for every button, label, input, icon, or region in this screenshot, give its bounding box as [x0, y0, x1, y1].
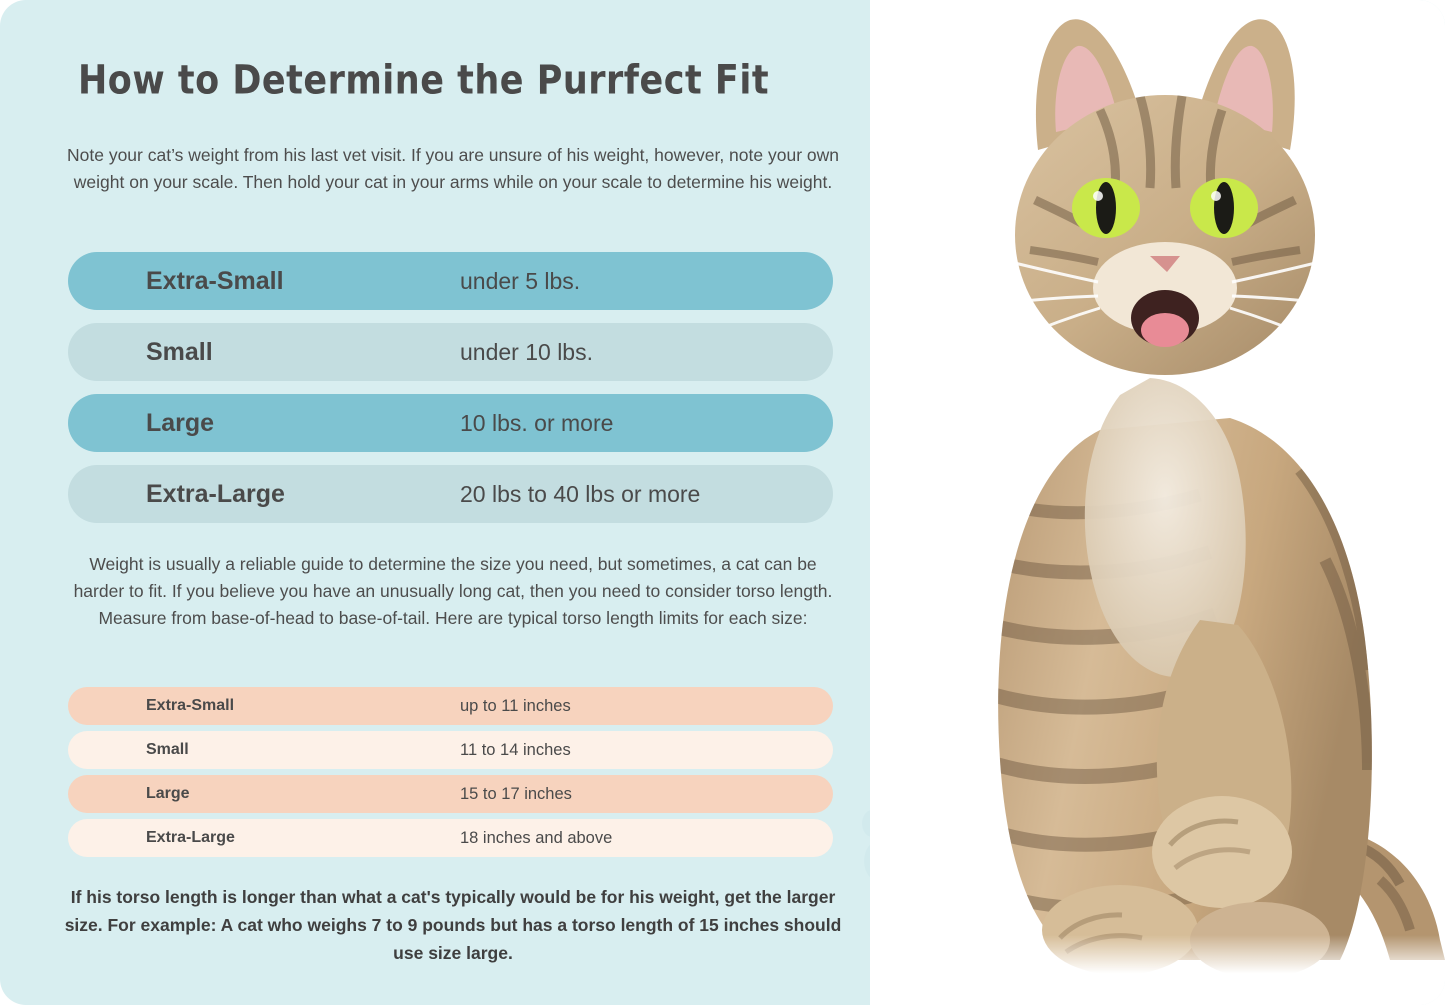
size-value: 15 to 17 inches: [460, 784, 572, 803]
size-value: under 10 lbs.: [460, 338, 593, 365]
size-label: Extra-Small: [146, 266, 284, 295]
table-row: [68, 687, 833, 725]
intro-paragraph: Note your cat’s weight from his last vet visit. If you are unsure of his weight, however, note your own weight on your scale. Then hold your cat in your arms while on your scale to determine his weight.: [67, 145, 839, 193]
size-value: under 5 lbs.: [460, 267, 581, 294]
size-value: 20 lbs to 40 lbs or more: [460, 480, 701, 507]
size-label: Extra-Small: [146, 697, 235, 714]
table-row: [68, 252, 833, 310]
size-label: Small: [146, 741, 189, 758]
size-label: Extra-Large: [146, 479, 285, 508]
table-row: [68, 465, 833, 523]
cat-photo: [870, 0, 1445, 1005]
weight-size-table: [68, 252, 833, 536]
size-value: 10 lbs. or more: [460, 409, 614, 436]
table-row: [68, 819, 833, 857]
photo-floor-fade: [870, 935, 1445, 1005]
table-row: [68, 394, 833, 452]
table-row: [68, 775, 833, 813]
torso-length-table: [68, 687, 833, 863]
size-label: Large: [146, 785, 190, 802]
size-value: 11 to 14 inches: [460, 740, 571, 759]
page-title: How to Determine the Purrfect Fit: [78, 58, 770, 104]
size-label: Large: [146, 408, 215, 437]
closing-paragraph: If his torso length is longer than what a cat's typically would be for his weight, get the larger size. For example: A cat who weighs 7 to 9 pounds but has a torso length of 15 inches should use size large.: [64, 887, 842, 963]
size-value: 18 inches and above: [460, 828, 613, 847]
size-value: up to 11 inches: [460, 696, 571, 715]
table-row: [68, 323, 833, 381]
middle-paragraph: Weight is usually a reliable guide to determine the size you need, but sometimes, a cat can be harder to fit. If you believe you have an unusually long cat, then you need to consider torso length. Measure from base-of-head to base-of-tail. Here are typical torso length limits for each size:: [73, 554, 833, 629]
table-row: [68, 731, 833, 769]
cat-illustration: [870, 0, 1445, 1005]
size-label: Extra-Large: [146, 829, 235, 846]
size-label: Small: [146, 337, 213, 366]
